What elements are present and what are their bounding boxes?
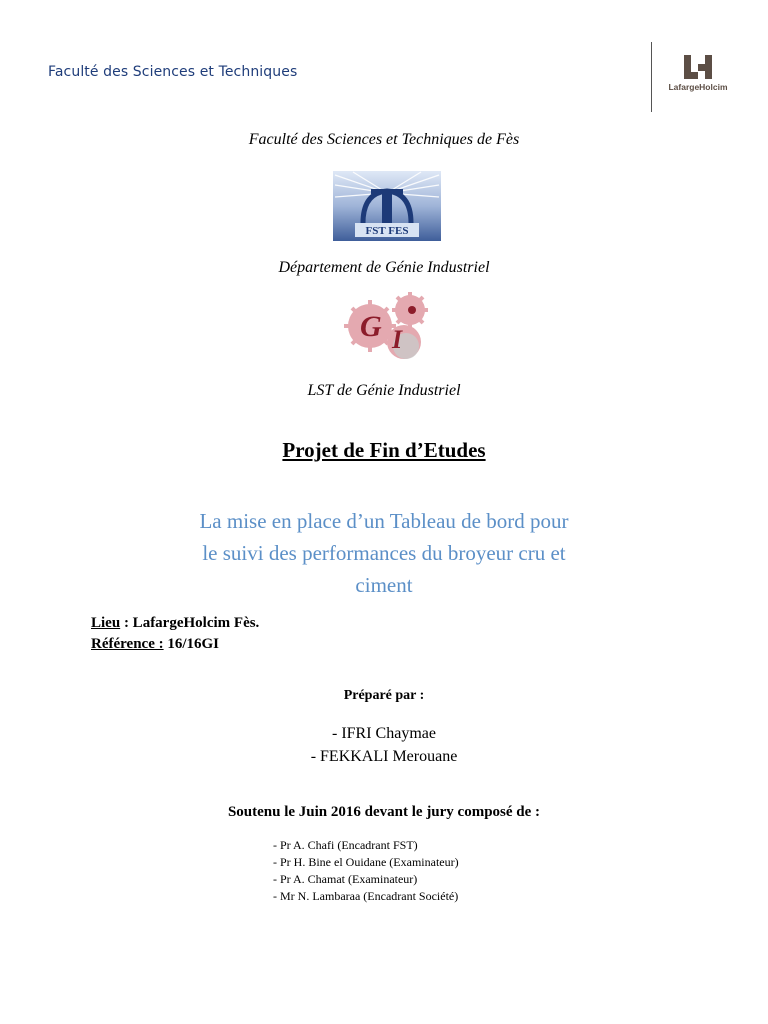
project-subject	[140, 505, 628, 601]
project-subject-line: ciment	[355, 573, 413, 597]
fst-fes-logo	[333, 171, 441, 241]
gi-logo-letter-i: I	[392, 325, 403, 354]
place-value: : LafargeHolcim Fès.	[120, 615, 260, 631]
reference-value: 16/16GI	[163, 636, 220, 652]
jury-member: - Pr A. Chamat (Examinateur)	[273, 872, 418, 886]
defense-statement: Soutenu le Juin 2016 devant le jury composé de :	[227, 804, 541, 820]
header-divider	[651, 42, 652, 112]
institution-name: Faculté des Sciences et Techniques de Fès	[248, 131, 520, 148]
lafargeholcim-logo-text: LafargeHolcim	[668, 82, 728, 92]
jury-member: - Pr A. Chafi (Encadrant FST)	[273, 838, 418, 852]
jury-member: - Mr N. Lambaraa (Encadrant Société)	[273, 889, 459, 903]
place-line	[91, 615, 259, 632]
program-name: LST de Génie Industriel	[307, 382, 461, 399]
header-faculty-text: Faculté des Sciences et Techniques	[48, 64, 298, 80]
prepared-by-heading: Préparé par :	[343, 688, 425, 703]
gi-logo-letter-g: G	[360, 310, 382, 343]
gi-department-logo	[340, 290, 432, 362]
project-subject-line: La mise en place d’un Tableau de bord pour	[199, 509, 569, 533]
project-subject-line: le suivi des performances du broyeur cru et	[202, 541, 566, 565]
jury-member: - Pr H. Bine el Ouidane (Examinateur)	[273, 855, 459, 869]
project-heading: Projet de Fin d’Etudes	[282, 438, 486, 462]
reference-line	[91, 636, 219, 653]
student-name: - IFRI Chaymae	[332, 725, 436, 742]
reference-label: Référence :	[91, 636, 164, 652]
student-name: - FEKKALI Merouane	[310, 748, 458, 765]
fst-logo-text: FST FES	[365, 225, 409, 237]
lafargeholcim-logo	[664, 54, 732, 108]
lafargeholcim-mark-icon	[683, 54, 713, 80]
place-label: Lieu	[91, 615, 121, 631]
department-name: Département de Génie Industriel	[278, 259, 490, 276]
